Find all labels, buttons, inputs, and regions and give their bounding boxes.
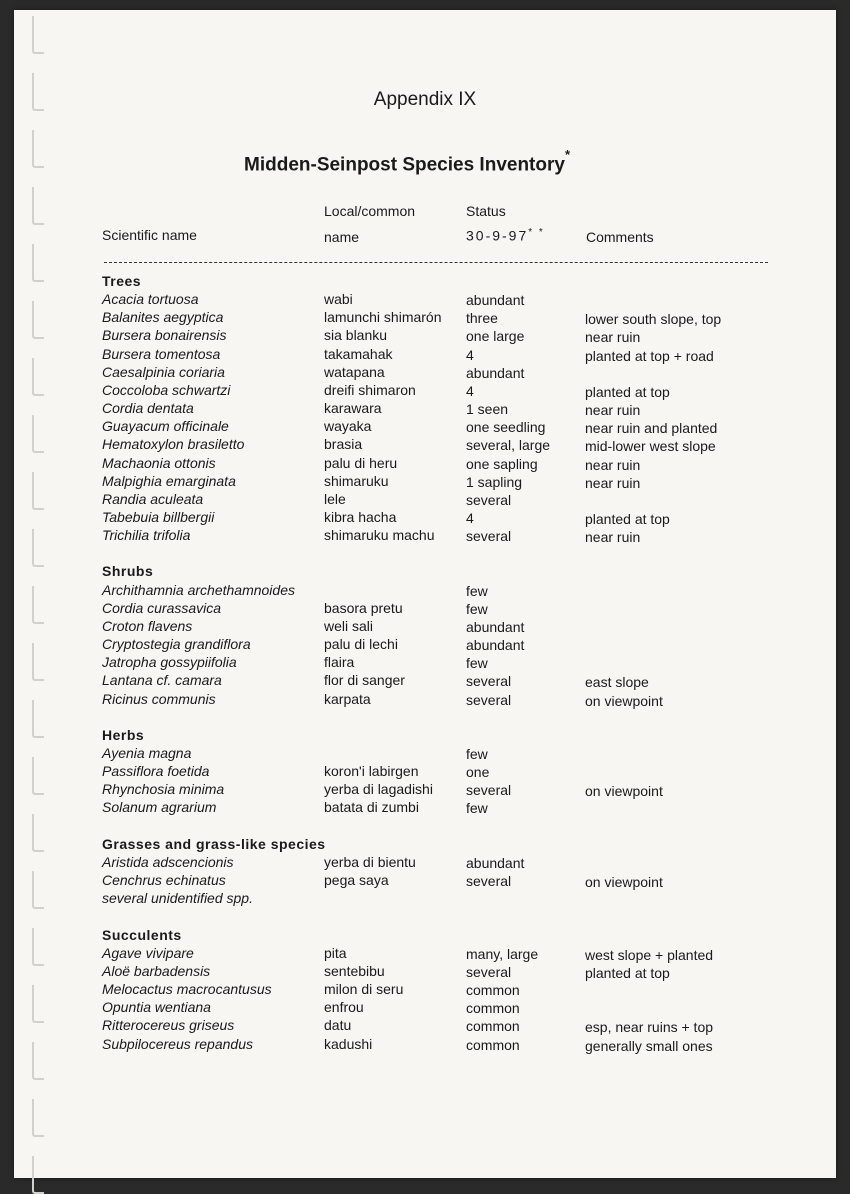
status-value: few bbox=[466, 800, 488, 817]
scientific-name: Subpilocereus repandus bbox=[102, 1035, 253, 1052]
status-value: several bbox=[466, 782, 512, 799]
inventory-title-text: Midden-Seinpost Species Inventory bbox=[244, 154, 565, 176]
comment: near ruin bbox=[585, 474, 641, 491]
binding-holes bbox=[32, 10, 46, 1178]
status-value: common bbox=[466, 1000, 520, 1017]
binding-hole bbox=[32, 757, 44, 795]
local-name: brasia bbox=[324, 436, 363, 453]
status-value: several bbox=[466, 963, 512, 980]
binding-hole bbox=[32, 1042, 44, 1080]
local-name: sentebibu bbox=[324, 962, 385, 979]
document-page bbox=[14, 10, 836, 1178]
local-name: kibra hacha bbox=[324, 508, 397, 525]
binding-hole bbox=[32, 700, 44, 738]
binding-hole bbox=[32, 301, 44, 339]
local-name: batata di zumbi bbox=[324, 799, 419, 816]
binding-hole bbox=[32, 814, 44, 852]
status-value: few bbox=[466, 582, 488, 599]
header-status-date-text: 30-9-97 bbox=[466, 227, 529, 244]
local-name: kadushi bbox=[324, 1035, 373, 1052]
status-value: several, large bbox=[466, 437, 551, 454]
scientific-name: Cordia dentata bbox=[102, 400, 194, 417]
local-name: sia blanku bbox=[324, 327, 388, 344]
comment: east slope bbox=[585, 674, 649, 691]
comment: lower south slope, top bbox=[585, 311, 722, 328]
section-heading: Succulents bbox=[102, 926, 182, 943]
comment: on viewpoint bbox=[585, 692, 663, 709]
status-value: few bbox=[466, 600, 488, 617]
status-value: abundant bbox=[466, 637, 525, 654]
scientific-name: Agave vivipare bbox=[102, 944, 194, 961]
binding-hole bbox=[32, 358, 44, 396]
scientific-name: Lantana cf. camara bbox=[102, 672, 222, 689]
local-name: palu di heru bbox=[324, 454, 398, 471]
header-status-line1: Status bbox=[466, 203, 506, 219]
section-heading: Grasses and grass-like species bbox=[102, 835, 326, 852]
comment: planted at top + road bbox=[585, 347, 714, 364]
scientific-name: Aristida adscencionis bbox=[102, 853, 234, 870]
status-value: several bbox=[466, 491, 512, 508]
status-value: one sapling bbox=[466, 455, 538, 472]
comment: near ruin bbox=[585, 529, 641, 546]
inventory-title-footnote-mark: * bbox=[564, 147, 571, 162]
scientific-name: Archithamnia archethamnoides bbox=[102, 581, 295, 598]
status-value: 4 bbox=[466, 346, 474, 363]
local-name: weli sali bbox=[324, 617, 374, 634]
comment: planted at top bbox=[585, 964, 670, 981]
local-name: datu bbox=[324, 1017, 352, 1034]
local-name: shimaruku machu bbox=[324, 527, 435, 544]
status-value: abundant bbox=[466, 618, 525, 635]
scientific-name: Melocactus macrocantusus bbox=[102, 981, 272, 998]
local-name: koron'i labirgen bbox=[324, 763, 419, 780]
comment: near ruin and planted bbox=[585, 420, 718, 437]
scientific-name: Acacia tortuosa bbox=[102, 291, 199, 308]
section-heading: Herbs bbox=[102, 726, 145, 743]
binding-hole bbox=[32, 187, 44, 225]
section-heading: Shrubs bbox=[102, 563, 154, 580]
local-name: flor di sanger bbox=[324, 672, 405, 689]
status-value: several bbox=[466, 873, 512, 890]
local-name: shimaruku bbox=[324, 472, 389, 489]
binding-hole bbox=[32, 529, 44, 567]
scientific-name: Cenchrus echinatus bbox=[102, 872, 226, 889]
scientific-name: Trichilia trifolia bbox=[102, 527, 191, 544]
comment: on viewpoint bbox=[585, 783, 663, 800]
header-divider bbox=[104, 262, 768, 263]
status-value: one large bbox=[466, 328, 525, 345]
scientific-name: Bursera tomentosa bbox=[102, 345, 221, 362]
comment: esp, near ruins + top bbox=[585, 1019, 714, 1036]
binding-hole bbox=[32, 472, 44, 510]
scientific-name: Guayacum officinale bbox=[102, 418, 229, 435]
status-value: 4 bbox=[466, 509, 474, 526]
scientific-name: Ayenia magna bbox=[102, 745, 192, 761]
local-name: takamahak bbox=[324, 345, 393, 362]
scientific-name: Rhynchosia minima bbox=[102, 781, 225, 798]
binding-hole bbox=[32, 985, 44, 1023]
binding-hole bbox=[32, 16, 44, 54]
local-name: yerba di bientu bbox=[324, 853, 416, 870]
local-name: enfrou bbox=[324, 999, 364, 1016]
scientific-name: Machaonia ottonis bbox=[102, 454, 216, 471]
scientific-name: Balanites aegyptica bbox=[102, 309, 224, 326]
local-name: basora pretu bbox=[324, 599, 403, 616]
header-local-line1: Local/common bbox=[324, 203, 416, 219]
section-heading: Trees bbox=[102, 273, 142, 289]
status-value: 1 sapling bbox=[466, 473, 523, 490]
inventory-title bbox=[244, 147, 571, 176]
scientific-name: Passiflora foetida bbox=[102, 763, 210, 780]
comment: generally small ones bbox=[585, 1037, 713, 1054]
scientific-name: Randia aculeata bbox=[102, 490, 204, 507]
local-name: palu di lechi bbox=[324, 636, 398, 653]
status-value: common bbox=[466, 982, 520, 999]
scientific-name: Aloë barbadensis bbox=[102, 962, 211, 979]
scientific-name: Hematoxylon brasiletto bbox=[102, 436, 245, 453]
scientific-name: Solanum agrarium bbox=[102, 799, 217, 816]
comment: near ruin bbox=[585, 329, 641, 346]
scientific-name: Opuntia wentiana bbox=[102, 999, 211, 1016]
scientific-name: Croton flavens bbox=[102, 617, 193, 634]
local-name: wayaka bbox=[324, 418, 372, 435]
comment: near ruin bbox=[585, 456, 641, 473]
status-value: one seedling bbox=[466, 419, 546, 436]
header-comments: Comments bbox=[586, 229, 654, 245]
scientific-name: Caesalpinia coriaria bbox=[102, 363, 225, 380]
scientific-name: Bursera bonairensis bbox=[102, 327, 227, 344]
scientific-name: several unidentified spp. bbox=[102, 890, 253, 907]
comment: west slope + planted bbox=[585, 946, 714, 963]
binding-hole bbox=[32, 871, 44, 909]
scientific-name: Ricinus communis bbox=[102, 690, 216, 707]
binding-hole bbox=[32, 928, 44, 966]
status-value: abundant bbox=[466, 854, 525, 871]
local-name: karpata bbox=[324, 690, 371, 707]
comment: on viewpoint bbox=[585, 874, 663, 891]
status-value: 4 bbox=[466, 382, 474, 399]
binding-hole bbox=[32, 130, 44, 168]
binding-hole bbox=[32, 643, 44, 681]
status-value: few bbox=[466, 655, 488, 672]
comment: near ruin bbox=[585, 402, 641, 419]
binding-hole bbox=[32, 415, 44, 453]
status-value: abundant bbox=[466, 364, 525, 381]
scientific-name: Malpighia emarginata bbox=[102, 472, 236, 489]
scientific-name: Cordia curassavica bbox=[102, 599, 222, 616]
header-status-date bbox=[466, 227, 545, 244]
scientific-name: Ritterocereus griseus bbox=[102, 1017, 235, 1034]
local-name: dreifi shimaron bbox=[324, 381, 416, 398]
status-value: three bbox=[466, 310, 498, 327]
status-value: several bbox=[466, 673, 512, 690]
local-name: lele bbox=[324, 490, 346, 507]
comment: planted at top bbox=[585, 510, 670, 527]
header-scientific-name: Scientific name bbox=[102, 227, 197, 243]
local-name: pega saya bbox=[324, 872, 389, 889]
status-value: few bbox=[466, 746, 488, 762]
local-name: karawara bbox=[324, 400, 382, 417]
status-value: several bbox=[466, 528, 512, 545]
scientific-name: Jatropha gossypiifolia bbox=[102, 654, 237, 671]
local-name: watapana bbox=[324, 363, 385, 380]
status-value: 1 seen bbox=[466, 401, 509, 418]
binding-hole bbox=[32, 586, 44, 624]
appendix-title: Appendix IX bbox=[373, 89, 477, 110]
binding-hole bbox=[32, 244, 44, 282]
local-name: lamunchi shimarón bbox=[324, 309, 442, 326]
status-value: abundant bbox=[466, 292, 525, 309]
local-name: wabi bbox=[324, 291, 353, 308]
header-status-footnote-mark: * * bbox=[528, 227, 545, 238]
status-value: many, large bbox=[466, 945, 539, 962]
local-name: flaira bbox=[324, 654, 355, 671]
binding-hole bbox=[32, 1156, 44, 1194]
local-name: milon di seru bbox=[324, 981, 404, 998]
status-value: common bbox=[466, 1018, 520, 1035]
status-value: common bbox=[466, 1036, 520, 1053]
local-name: yerba di lagadishi bbox=[324, 781, 433, 798]
comment: planted at top bbox=[585, 383, 670, 400]
local-name: pita bbox=[324, 944, 347, 961]
scientific-name: Coccoloba schwartzi bbox=[102, 381, 231, 398]
header-local-line2: name bbox=[324, 229, 360, 245]
scientific-name: Cryptostegia grandiflora bbox=[102, 636, 251, 653]
scientific-name: Tabebuia billbergii bbox=[102, 508, 215, 525]
comment: mid-lower west slope bbox=[585, 438, 716, 455]
status-value: one bbox=[466, 764, 490, 781]
status-value: several bbox=[466, 691, 512, 708]
binding-hole bbox=[32, 1099, 44, 1137]
